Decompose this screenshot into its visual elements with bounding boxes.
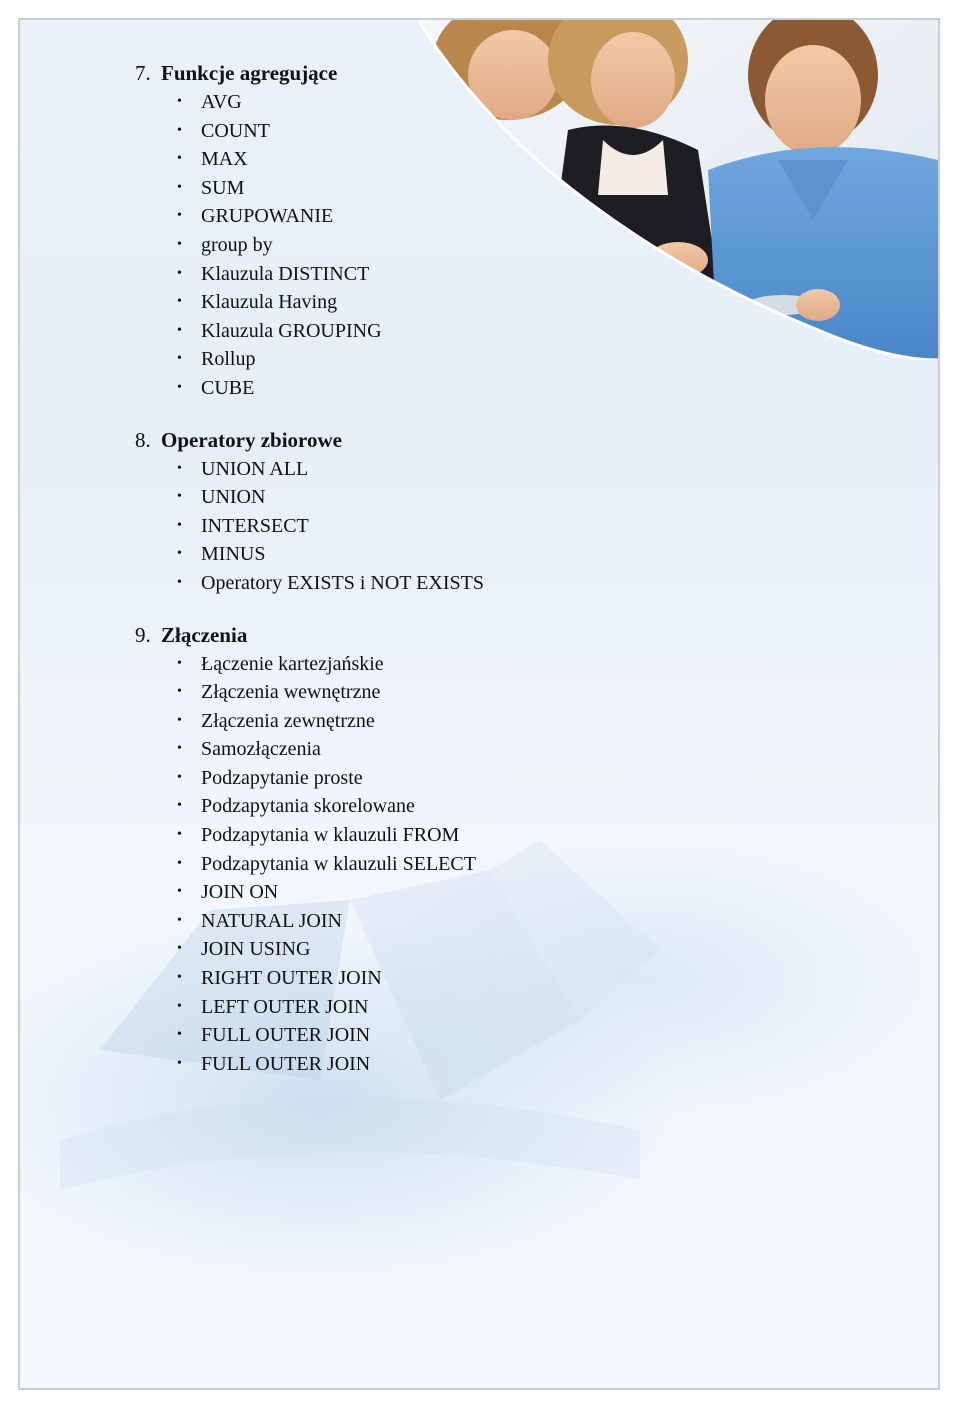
bullet-icon: • [177, 94, 182, 109]
list-item [177, 374, 695, 403]
list-item-text: JOIN ON [201, 881, 279, 904]
list-item [177, 878, 695, 907]
bullet-icon: • [177, 379, 182, 395]
bullet-icon: • [177, 351, 182, 367]
list-item [177, 792, 695, 821]
list-item [177, 993, 695, 1022]
bullet-icon: • [177, 179, 182, 195]
list-item-text: Klauzula Having [201, 291, 338, 314]
list-item-text: RIGHT OUTER JOIN [201, 967, 382, 990]
list-item-text: Podzapytania skorelowane [201, 795, 415, 818]
list-item [177, 935, 695, 964]
list-item-text: MAX [201, 148, 248, 171]
bullet-icon: • [177, 741, 182, 757]
list-item-text: COUNT [201, 119, 270, 142]
bullet-icon: • [177, 122, 182, 138]
bullet-icon: • [177, 1055, 182, 1071]
bullet-icon: • [177, 265, 182, 281]
bullet-icon: • [177, 941, 182, 957]
section-title: Funkcje agregujące [161, 61, 338, 85]
section-title: Operatory zbiorowe [161, 427, 342, 452]
list-item-text: Klauzula GROUPING [201, 319, 382, 342]
bullet-icon: • [177, 460, 182, 476]
list-item [177, 1050, 695, 1079]
bullet-icon: • [177, 912, 182, 928]
list-item-text: Samozłączenia [201, 738, 321, 761]
section-set-operators [135, 425, 695, 598]
bullet-icon: • [177, 322, 182, 338]
list-item-text: GRUPOWANIE [201, 205, 334, 228]
list-item-text: SUM [201, 176, 245, 199]
list-item [177, 850, 695, 879]
list-item [177, 512, 695, 541]
bullet-icon: • [177, 827, 182, 843]
list-item [177, 678, 695, 707]
bullet-icon: • [177, 998, 182, 1014]
list-item [177, 231, 695, 260]
section-number: 9. [135, 622, 151, 647]
section-heading [135, 620, 695, 650]
item-list [135, 650, 695, 1079]
bullet-icon: • [177, 769, 182, 785]
list-item [177, 88, 695, 117]
list-item-text: JOIN USING [201, 938, 311, 961]
section-joins [135, 620, 695, 1079]
list-item [177, 483, 695, 512]
list-item-text: Złączenia wewnętrzne [201, 681, 381, 704]
list-item [177, 907, 695, 936]
bullet-icon: • [177, 684, 182, 700]
list-item-text: Podzapytanie proste [201, 766, 363, 789]
list-item [177, 735, 695, 764]
list-item-text: Podzapytania w klauzuli FROM [201, 824, 460, 847]
list-item [177, 288, 695, 317]
list-item-text: group by [201, 233, 273, 256]
bullet-icon: • [177, 489, 182, 505]
bullet-icon: • [177, 855, 182, 871]
list-item-text: MINUS [201, 543, 266, 566]
bullet-icon: • [177, 546, 182, 562]
document-content [135, 58, 695, 1100]
list-item-text: Klauzula DISTINCT [201, 262, 370, 285]
list-item-text: CUBE [201, 376, 255, 399]
section-number: 8. [135, 427, 151, 452]
list-item [177, 345, 695, 374]
bullet-icon: • [177, 1027, 182, 1043]
list-item-text: AVG [201, 91, 242, 113]
item-list [135, 88, 695, 403]
item-list [135, 455, 695, 598]
list-item [177, 145, 695, 174]
bullet-icon: • [177, 884, 182, 900]
bullet-icon: • [177, 236, 182, 252]
bullet-icon: • [177, 712, 182, 728]
list-item-text: Rollup [201, 348, 256, 371]
list-item-text: LEFT OUTER JOIN [201, 995, 369, 1018]
list-item [177, 317, 695, 346]
bullet-icon: • [177, 970, 182, 986]
list-item-text: FULL OUTER JOIN [201, 1052, 371, 1075]
page-frame [18, 18, 940, 1390]
list-item [177, 174, 695, 203]
section-number: 7. [135, 61, 151, 85]
list-item [177, 117, 695, 146]
list-item [177, 964, 695, 993]
bullet-icon: • [177, 294, 182, 310]
list-item [177, 1021, 695, 1050]
list-item [177, 764, 695, 793]
section-heading [135, 58, 695, 88]
list-item [177, 455, 695, 484]
list-item-text: Operatory EXISTS i NOT EXISTS [201, 571, 484, 594]
bullet-icon: • [177, 574, 182, 590]
bullet-icon: • [177, 798, 182, 814]
bullet-icon: • [177, 517, 182, 533]
list-item [177, 707, 695, 736]
list-item [177, 260, 695, 289]
section-aggregate-functions [135, 58, 695, 403]
section-heading [135, 425, 695, 455]
list-item-text: NATURAL JOIN [201, 909, 342, 932]
bullet-icon: • [177, 208, 182, 224]
list-item-text: UNION [201, 486, 266, 509]
list-item-text: UNION ALL [201, 457, 309, 480]
bullet-icon: • [177, 655, 182, 671]
list-item-text: FULL OUTER JOIN [201, 1024, 371, 1047]
list-item [177, 650, 695, 679]
bullet-icon: • [177, 151, 182, 167]
list-item-text: INTERSECT [201, 514, 309, 537]
list-item-text: Podzapytania w klauzuli SELECT [201, 852, 476, 875]
list-item [177, 540, 695, 569]
section-title: Złączenia [161, 622, 248, 647]
list-item [177, 821, 695, 850]
list-item [177, 202, 695, 231]
list-item-text: Łączenie kartezjańskie [201, 652, 384, 675]
list-item [177, 569, 695, 598]
list-item-text: Złączenia zewnętrzne [201, 709, 375, 732]
